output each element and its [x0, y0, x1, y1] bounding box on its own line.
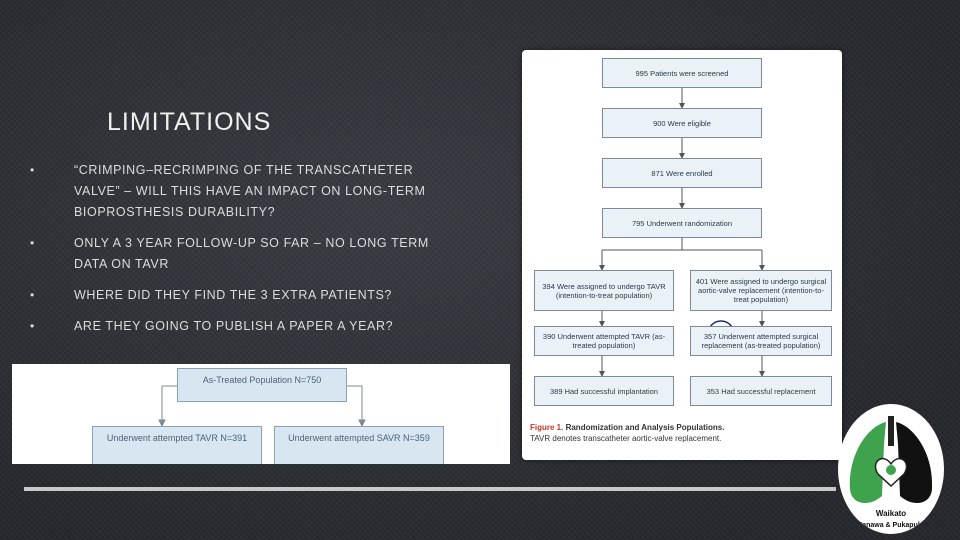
bullet-dot: •: [30, 319, 35, 333]
logo-text-waikato: Waikato: [875, 509, 907, 518]
flowchart-figure: [522, 50, 842, 460]
figure-note: TAVR denotes transcatheter aortic-valve replacement.: [530, 434, 722, 443]
cropped-flowchart-image: [12, 364, 510, 464]
bullet-dot: •: [30, 236, 35, 250]
bullet-text: “CRIMPING–RECRIMPING OF THE TRANSCATHETER VALVE” – WILL THIS HAVE AN IMPACT ON LONG-TERM BIOPROSTHESIS DURABILITY?: [74, 163, 426, 219]
figure-title: Randomization and Analysis Populations.: [565, 423, 725, 432]
box-screened: 995 Patients were screened: [602, 58, 762, 88]
box-tavr-itt: 394 Were assigned to undergo TAVR (intention-to-treat population): [534, 270, 674, 311]
bullet-text: ONLY A 3 YEAR FOLLOW-UP SO FAR – NO LONG TERM DATA ON TAVR: [74, 236, 429, 271]
box-tavr-success: 389 Had successful implantation: [534, 376, 674, 406]
box-savr-itt: 401 Were assigned to undergo surgical aortic-valve replacement (intention-to-treat population): [690, 270, 832, 311]
lungs-heart-icon: [838, 404, 944, 534]
figure-caption: [530, 422, 830, 444]
cropped-box-tavr: Underwent attempted TAVR N=391: [92, 426, 262, 464]
bullet-item: [30, 233, 460, 275]
waikato-logo: [838, 404, 944, 534]
cropped-box-as-treated: As-Treated Population N=750: [177, 368, 347, 402]
bullet-text: ARE THEY GOING TO PUBLISH A PAPER A YEAR?: [74, 319, 394, 333]
box-randomized: 795 Underwent randomization: [602, 208, 762, 238]
bullet-item: [30, 160, 460, 223]
bullet-list: [30, 160, 460, 347]
box-savr-as-treated: 357 Underwent attempted surgical replacement (as-treated population): [690, 326, 832, 356]
bullet-item: [30, 316, 460, 337]
slide-title: LIMITATIONS: [107, 108, 272, 136]
box-eligible: 900 Were eligible: [602, 108, 762, 138]
cropped-box-savr: Underwent attempted SAVR N=359: [274, 426, 444, 464]
bullet-text: WHERE DID THEY FIND THE 3 EXTRA PATIENTS?: [74, 288, 392, 302]
bullet-item: [30, 285, 460, 306]
box-tavr-as-treated: 390 Underwent attempted TAVR (as-treated population): [534, 326, 674, 356]
logo-text-manawa: Manawa & Pukapuka: [856, 522, 926, 529]
bullet-dot: •: [30, 163, 35, 177]
box-savr-success: 353 Had successful replacement: [690, 376, 832, 406]
box-enrolled: 871 Were enrolled: [602, 158, 762, 188]
figure-label: Figure 1.: [530, 423, 564, 432]
divider-line: [24, 487, 836, 491]
bullet-dot: •: [30, 288, 35, 302]
